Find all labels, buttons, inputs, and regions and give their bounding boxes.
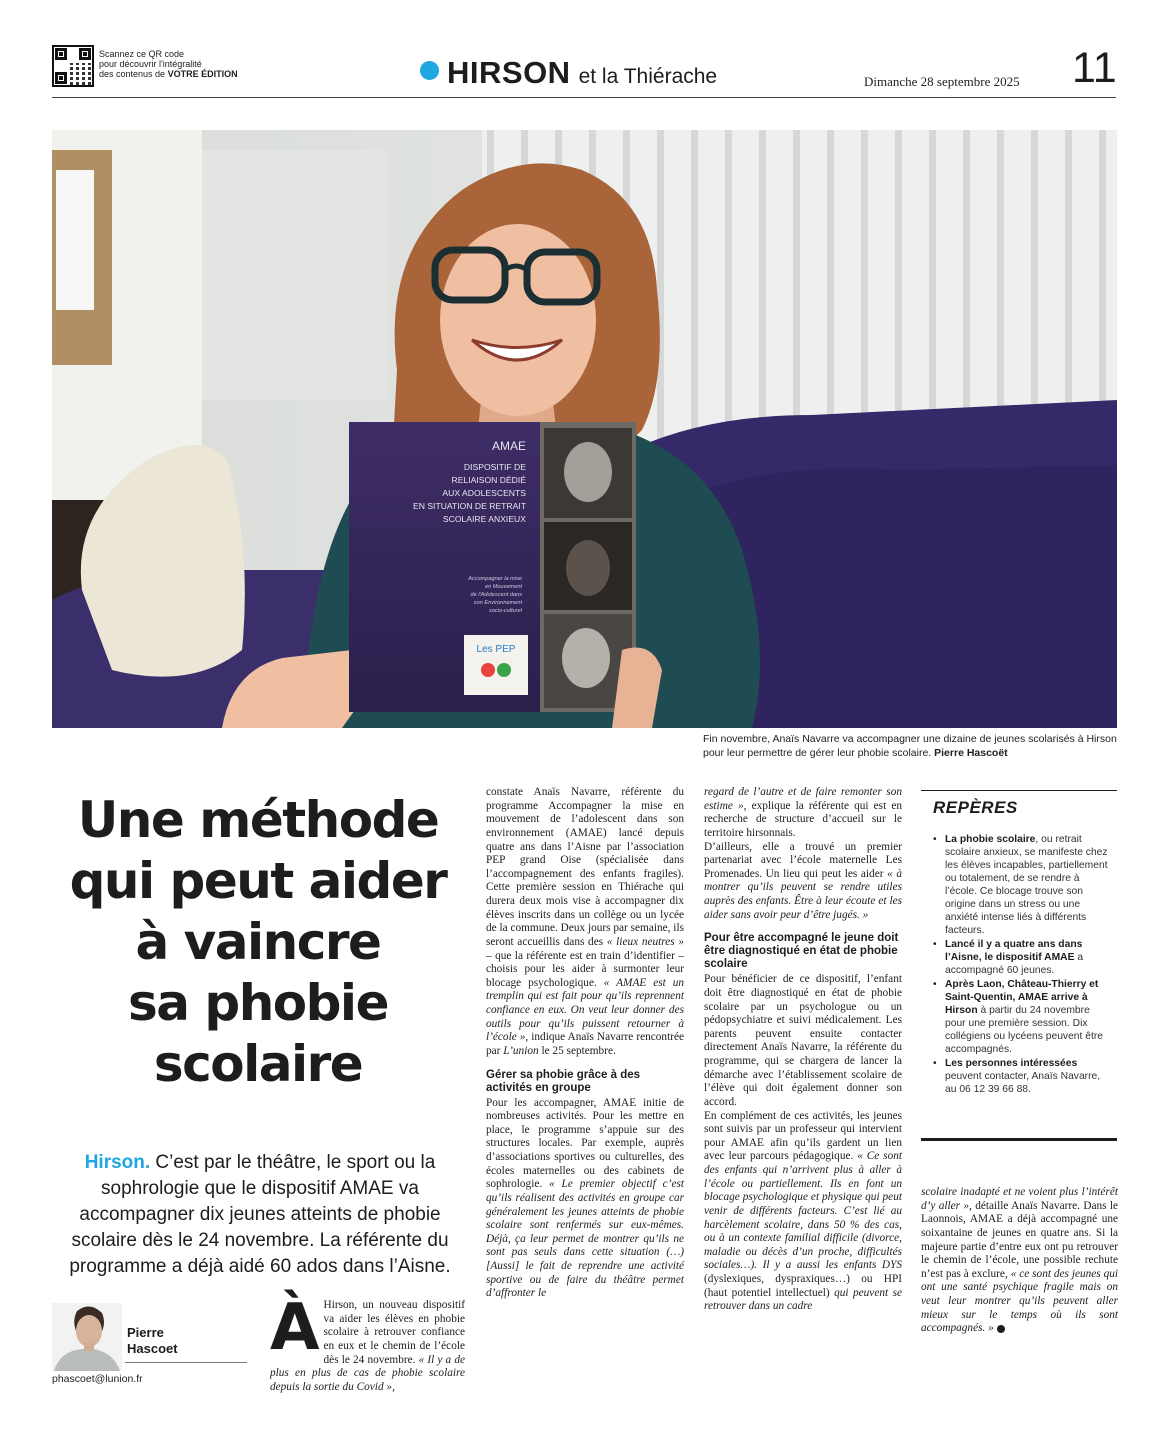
svg-text:AUX ADOLESCENTS: AUX ADOLESCENTS [442,488,526,498]
svg-text:Accompagner la mise: Accompagner la mise [468,576,522,582]
issue-date: Dimanche 28 septembre 2025 [864,74,1020,89]
section-dot-icon [420,61,439,80]
reperes-rule-bottom [921,1138,1117,1141]
article-headline: Une méthode qui peut aider à vaincre sa phobie scolaire [69,791,447,1093]
article-column-1: À Hirson, un nouveau dispositif va aider les élèves en phobie scolaire à retrouver confiance en eux et le chemin de l’école dès le 24 novembre. « Il y a de plus en plus de cas de phobie scolaire depuis la sortie du Covid », [270,1291,466,1393]
subheading-activities: Gérer sa phobie grâce à des activités en groupe [486,1068,641,1094]
article-column-2: constate Anaïs Navarre, référente du programme Accompagner la mise en mouvement de l’adolescent dans son environnement (AMAE) lancé depuis quatre ans dans l’Aisne par l’association PEP grand Oise (spécialisée dans l’accompagnement des enfants fragiles). Cette première session en Thiérache qui durera deux mois vise à accompagner dix élèves inscrits dans un collège ou un lycée de la commune. Deux jours par semaine, ils seront accueillis dans des « lieux neutres » – que la référente est en train d’identifier – choisis pour les aider à surmonter leur blocage psychologique. « AMAE est un tremplin qui est fait pour qu’ils reprennent confiance en eux. On veut leur donner des outils pour qu’ils puissent retourner à l’école », indique Anaïs Navarre rencontrée par L’union le 25 septembre. Gérer sa phobie grâce à des activités en groupe Pour les accompagner, AMAE initie de nombreuses activités. Pour les mettre en place, le programme s’appuie sur des structures locales. Par exemple, auprès d’associations sportives ou culturelles, des écoles maternelles ou des cabinets de sophrologie. « Le premier objectif c’est qu’ils réalisent des activités en groupe car généralement les jeunes atteints de phobie scolaire sont renfermés sur eux-mêmes. Déjà, ça leur permet de montrer qu’ils ne sont pas seuls dans cette situation (…) [Aussi] le fait de reprendre une activité sportive ou de faire du théâtre permet d’affronter le [486,786,685,1300]
list-item: • Lancé il y a quatre ans dans l’Aisne, le dispositif AMAE a accompagné 60 jeunes. [933,938,1111,977]
qr-instructions: Scannez ce QR code pour découvrir l'intégralité des contenus de VOTRE ÉDITION [99,49,238,79]
svg-text:DISPOSITIF DE: DISPOSITIF DE [463,462,526,472]
photo-credit: Pierre Hascoët [934,746,1008,759]
header-rule [52,97,1116,98]
article-column-4: scolaire inadapté et ne voient plus l’intérêt d’y aller », détaille Anaïs Navarre. Dans le Laonnois, AMAE a déjà accompagné une soixantaine de jeunes en quatre ans. Si la majeure partie d’entre eux ont pu retrouver le chemin de l’école, une possible rechute n’est pas à exclure, « ce sont des jeunes qui ont une santé psychique fragile mais on veut leur montrer qu’ils peuvent aller mieux sur le temps où ils sont accompagnés. » [921,1186,1119,1335]
list-item: • La phobie scolaire, ou retrait scolaire anxieux, se manifeste chez les élèves incapables, partiellement ou totalement, de se rendre à l’école. Ce blocage trouve son origine dans un stress ou une anxiété intense liés à différents facteurs. [933,833,1111,937]
reperes-list [933,833,1111,1097]
section-region: et la Thiérache [578,65,718,88]
lead-town: Hirson. [84,1152,151,1173]
section-masthead [420,55,717,95]
svg-text:de l'Adolescent dans: de l'Adolescent dans [470,592,522,598]
list-item: • Après Laon, Château-Thierry et Saint-Quentin, AMAE arrive à Hirson à partir du 24 novembre pour une première session. Dix collégiens ou lycéens peuvent être accompagnés. [933,978,1111,1056]
reperes-title: REPÈRES [933,798,1018,817]
svg-text:EN SITUATION DE RETRAIT: EN SITUATION DE RETRAIT [413,501,526,511]
svg-text:son Environnement: son Environnement [473,600,522,606]
qr-code[interactable] [52,45,94,87]
book-logo-text: Les PEP [476,644,516,655]
author-rule [125,1362,247,1363]
book-title: AMAE [491,439,526,453]
svg-text:socio-culturel: socio-culturel [489,608,522,614]
photo-caption: Fin novembre, Anaïs Navarre va accompagner une dizaine de jeunes scolarisés à Hirson pour leur permettre de gérer leur phobie scolaire. Pierre Hascoët [703,733,1117,759]
article-lead: Hirson. C’est par le théâtre, le sport ou la sophrologie que le dispositif AMAE va accompagner dix jeunes atteints de phobie scolaire dès le 24 novembre. La référente du programme a déjà aidé 60 ados dans l’Aisne. [69,1152,451,1277]
list-item: • Les personnes intéressées peuvent contacter, Anaïs Navarre, au 06 12 39 66 88. [933,1057,1111,1096]
subheading-diagnosis: Pour être accompagné le jeune doit être diagnostiqué en état de phobie scolaire [704,932,899,971]
section-town: HIRSON [447,55,571,90]
reperes-rule-top [921,790,1117,791]
svg-text:SCOLAIRE ANXIEUX: SCOLAIRE ANXIEUX [442,514,526,524]
author-name: Pierre Hascoet [127,1325,178,1356]
page-number: 11 [1072,44,1117,92]
article-photo [52,130,1117,728]
author-avatar [52,1303,122,1371]
dropcap: À [270,1291,320,1365]
article-column-3: regard de l’autre et de faire remonter son estime », explique la référente qui est en recherche de structure d’accueil sur le territoire hirsonnais. D’ailleurs, elle a trouvé un premier partenariat avec l’école maternelle Les Promenades. Un lieu qui peut les aider « à montrer qu’ils peuvent se rendre utiles auprès des enfants. Être à leur écoute et les aider sans avoir peur d’être jugés. » Pour être accompagné le jeune doit être diagnostiqué en état de phobie scolaire Pour bénéficier de ce dispositif, l’enfant doit être diagnostiqué en état de phobie scolaire par un psychologue ou un pédopsychiatre et suivi médicalement. Les parents peuvent ensuite contacter directement Anaïs Navarre, la référente du programme, qui se chargera de lancer la démarche avec l’établissement scolaire de l’élève qui doit également donner son accord. En complément de ces activités, les jeunes sont suivis par un professeur qui intervient pour AMAE afin qu’ils gardent un lien avec leur parcours pédagogique. « Ce sont des enfants qui n’arrivent plus à aller à l’école ou partiellement. Ils en font un blocage psychologique et physique qui peut venir de différents facteurs. C’est lié au harcèlement scolaire, dans 50 % des cas, ou à un contexte familial difficile (divorce, maladie ou décès d’un proche, difficultés sociales…). Il y a aussi les enfants DYS (dyslexiques, dyspraxiques…) ou HPI (haut potentiel intellectuel) qui peuvent se retrouver dans un cadre [704,786,903,1313]
author-email[interactable]: phascoet@lunion.fr [52,1373,143,1385]
end-mark-icon [997,1325,1005,1333]
svg-text:en Mouvement: en Mouvement [484,584,522,590]
svg-text:RELIAISON DÉDIÉ: RELIAISON DÉDIÉ [451,475,526,485]
